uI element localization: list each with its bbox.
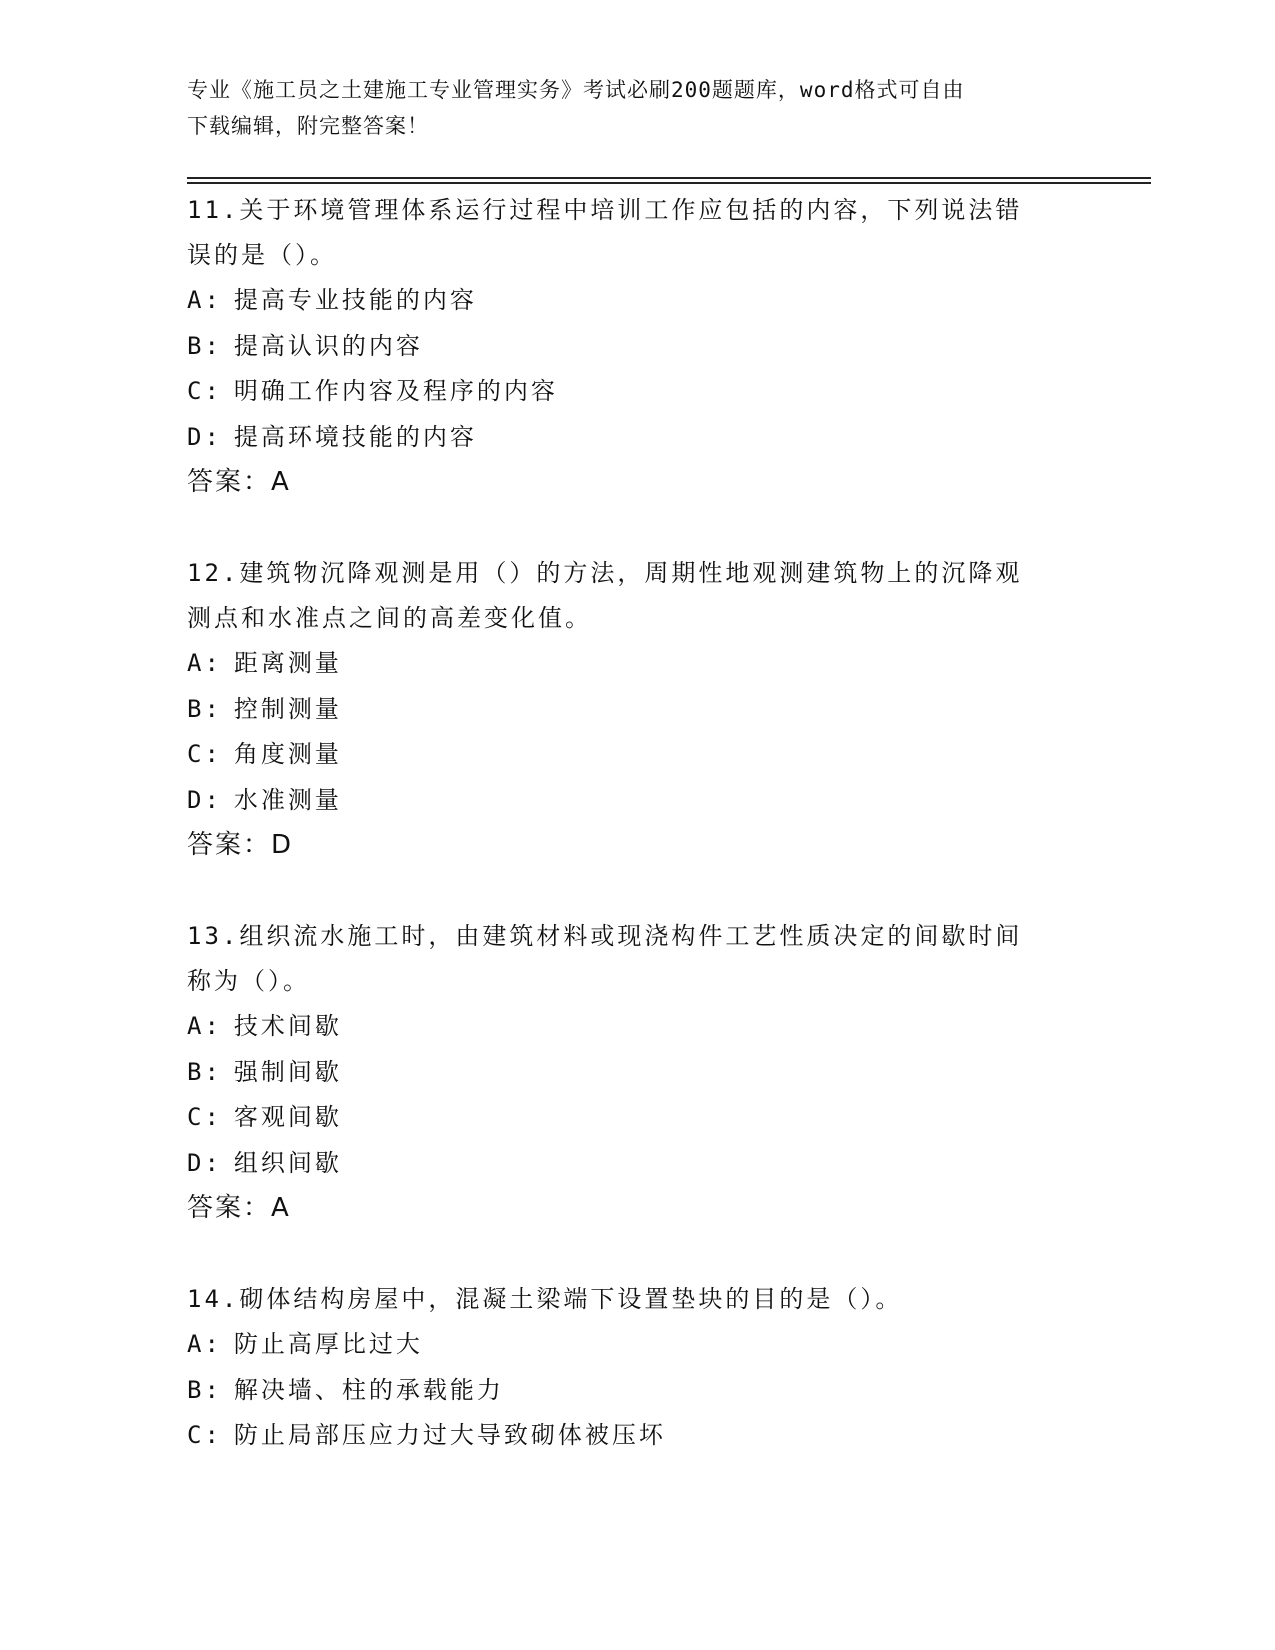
option-text: 解决墙、柱的承载能力: [233, 1375, 504, 1404]
option-text: 水准测量: [233, 785, 342, 814]
option-c: [187, 732, 1087, 778]
option-letter: C:: [187, 377, 222, 405]
option-c: [187, 1095, 1087, 1141]
option-c: [187, 369, 1087, 415]
question-list: [187, 188, 1087, 1505]
option-letter: A:: [187, 286, 222, 314]
header-line-1: 专业《施工员之土建施工专业管理实务》考试必刷200题题库，word格式可自由: [187, 78, 965, 102]
option-b: [187, 1368, 1087, 1414]
option-text: 距离测量: [233, 649, 342, 677]
question-14: [187, 1277, 1087, 1459]
document-header: [187, 72, 1077, 144]
answer-line: 答案：A: [187, 1193, 291, 1223]
option-text: 客观间歇: [233, 1103, 342, 1131]
option-a: [187, 1004, 1087, 1050]
question-11: [187, 188, 1087, 505]
option-letter: D:: [187, 785, 222, 814]
option-text: 提高专业技能的内容: [233, 286, 477, 314]
option-letter: D:: [187, 1148, 222, 1177]
question-stem-line-2: 称为（）。: [187, 967, 310, 995]
option-text: 技术间歇: [233, 1012, 342, 1040]
header-divider-bottom: [187, 182, 1151, 184]
question-stem-line-2: 测点和水准点之间的高差变化值。: [187, 604, 592, 632]
option-c: [187, 1413, 1087, 1459]
question-12: [187, 551, 1087, 868]
option-letter: B:: [187, 1375, 222, 1404]
option-text: 提高环境技能的内容: [233, 422, 477, 451]
question-stem-line-1: 11.关于环境管理体系运行过程中培训工作应包括的内容，下列说法错: [187, 196, 1023, 224]
header-line-2: 下载编辑，附完整答案！: [187, 114, 429, 138]
option-text: 防止高厚比过大: [233, 1330, 423, 1358]
option-text: 控制测量: [233, 694, 342, 723]
option-letter: B:: [187, 331, 222, 360]
option-d: [187, 778, 1087, 824]
option-letter: A:: [187, 1330, 222, 1358]
option-b: [187, 687, 1087, 733]
option-text: 提高认识的内容: [233, 331, 423, 360]
question-stem-line-1: 14.砌体结构房屋中，混凝土梁端下设置垫块的目的是（）。: [187, 1285, 903, 1313]
option-letter: A:: [187, 1012, 222, 1040]
answer-line: 答案：A: [187, 467, 291, 497]
option-a: [187, 641, 1087, 687]
option-text: 组织间歇: [233, 1148, 342, 1177]
answer-line: 答案：D: [187, 830, 294, 860]
question-stem-line-2: 误的是（）。: [187, 241, 337, 269]
option-b: [187, 1050, 1087, 1096]
option-letter: C:: [187, 740, 222, 768]
option-d: [187, 1141, 1087, 1187]
option-text: 明确工作内容及程序的内容: [233, 377, 558, 405]
option-letter: C:: [187, 1421, 222, 1449]
question-stem-line-1: 13.组织流水施工时，由建筑材料或现浇构件工艺性质决定的间歇时间: [187, 922, 1023, 950]
option-d: [187, 415, 1087, 461]
option-letter: B:: [187, 1057, 222, 1086]
question-13: [187, 914, 1087, 1231]
option-text: 强制间歇: [233, 1057, 342, 1086]
option-text: 角度测量: [233, 740, 342, 768]
option-letter: A:: [187, 649, 222, 677]
option-a: [187, 278, 1087, 324]
header-divider-top: [187, 177, 1151, 179]
option-letter: D:: [187, 422, 222, 451]
option-letter: C:: [187, 1103, 222, 1131]
option-letter: B:: [187, 694, 222, 723]
option-b: [187, 324, 1087, 370]
option-text: 防止局部压应力过大导致砌体被压坏: [233, 1421, 666, 1449]
option-a: [187, 1322, 1087, 1368]
question-stem-line-1: 12.建筑物沉降观测是用（）的方法，周期性地观测建筑物上的沉降观: [187, 559, 1023, 587]
